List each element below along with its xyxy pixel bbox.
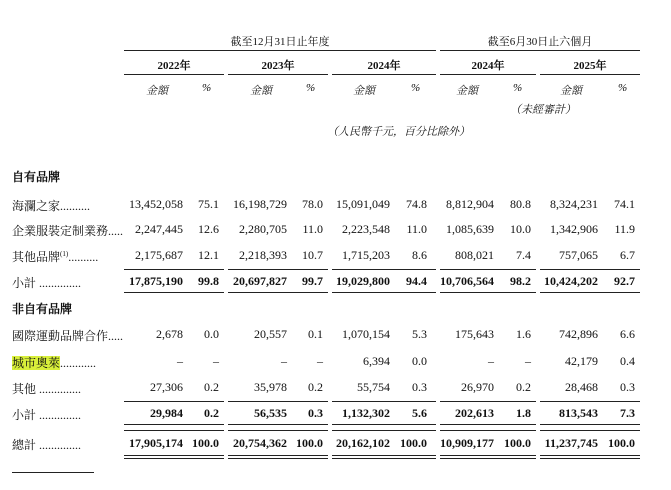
table-cell: 100.0 [296,436,323,450]
double-rule [228,455,328,459]
single-rule [228,424,328,425]
table-cell: 175,643 [455,327,494,341]
half-year-2024: 2024年 [471,60,505,72]
single-rule [228,292,328,293]
table-cell: 2,223,548 [342,222,390,236]
amount-col-header: 金額 [146,85,168,97]
single-rule [332,269,436,270]
table-cell: 80.8 [510,197,531,211]
single-rule [440,430,536,431]
table-cell: 13,452,058 [129,197,183,211]
single-rule [540,430,640,431]
year-2022: 2022年 [157,60,191,72]
row-label-corporate: 企業服裝定制業務..... [12,224,124,238]
table-cell: 0.1 [308,327,323,341]
year-rule [228,74,328,75]
table-cell: 2,247,445 [135,222,183,236]
single-rule [124,424,224,425]
percent-col-header: % [202,82,212,94]
table-cell: – [488,354,494,368]
table-cell: 6,394 [363,354,390,368]
single-rule [540,269,640,270]
table-cell: 92.7 [614,274,635,288]
half-year-header-rule [440,50,640,51]
single-rule [440,424,536,425]
year-rule [440,74,536,75]
table-cell: 757,065 [559,248,598,262]
annual-period-header: 截至12月31日止年度 [230,36,330,48]
double-rule [440,455,536,459]
table-cell: 98.2 [510,274,531,288]
table-cell: 1,070,154 [342,327,390,341]
single-rule [228,269,328,270]
amount-col-header: 金額 [456,85,478,97]
table-cell: 12.1 [198,248,219,262]
table-cell: 16,198,729 [233,197,287,211]
table-cell: 27,306 [150,380,183,394]
table-cell: 19,029,800 [336,274,390,288]
table-cell: 100.0 [608,436,635,450]
table-cell: 1,132,302 [342,406,390,420]
row-label-total: 總計 .............. [12,438,82,452]
table-cell: 2,280,705 [239,222,287,236]
single-rule [540,401,640,402]
table-cell: 100.0 [192,436,219,450]
single-rule [440,269,536,270]
double-rule [124,455,224,459]
table-cell: 20,754,362 [233,436,287,450]
table-cell: 11.0 [302,222,323,236]
table-cell: 1,085,639 [446,222,494,236]
single-rule [332,292,436,293]
table-cell: 35,978 [254,380,287,394]
table-cell: 17,905,174 [129,436,183,450]
table-cell: 20,557 [254,327,287,341]
table-cell: 15,091,049 [336,197,390,211]
table-cell: – [213,354,219,368]
table-cell: 17,875,190 [129,274,183,288]
single-rule [332,430,436,431]
amount-col-header: 金額 [560,85,582,97]
double-rule [540,455,640,459]
year-2024: 2024年 [367,60,401,72]
table-cell: 56,535 [254,406,287,420]
single-rule [124,430,224,431]
table-cell: 1.8 [516,406,531,420]
row-label-subtotal-non-own: 小計 .............. [12,408,82,422]
table-cell: 11.0 [406,222,427,236]
table-cell: 0.2 [204,380,219,394]
table-cell: 1,715,203 [342,248,390,262]
table-cell: 6.6 [620,327,635,341]
table-cell: 29,984 [150,406,183,420]
table-cell: 12.6 [198,222,219,236]
table-cell: 742,896 [559,327,598,341]
table-cell: 74.8 [406,197,427,211]
table-cell: 808,021 [455,248,494,262]
table-cell: 2,175,687 [135,248,183,262]
section-own-brands: 自有品牌 [12,170,61,184]
table-cell: 5.3 [412,327,427,341]
table-cell: 10,424,202 [544,274,598,288]
table-cell: 26,970 [461,380,494,394]
table-cell: 20,697,827 [233,274,287,288]
percent-col-header: % [513,82,523,94]
double-rule [332,455,436,459]
amount-col-header: 金額 [250,85,272,97]
table-cell: – [177,354,183,368]
table-cell: – [317,354,323,368]
single-rule [332,424,436,425]
table-cell: 2,678 [156,327,183,341]
table-cell: 8,324,231 [550,197,598,211]
table-cell: 0.3 [412,380,427,394]
table-cell: 8.6 [412,248,427,262]
single-rule [228,401,328,402]
table-cell: 99.8 [198,274,219,288]
unit-note: （人民幣千元，百分比除外） [327,126,470,138]
half-year-period-header: 截至6月30日止六個月 [487,36,593,48]
table-cell: 8,812,904 [446,197,494,211]
table-cell: 100.0 [504,436,531,450]
table-cell: 20,162,102 [336,436,390,450]
table-cell: 10.7 [302,248,323,262]
row-label-hla: 海瀾之家.......... [12,199,91,213]
table-cell: 7.4 [516,248,531,262]
table-cell: 42,179 [565,354,598,368]
table-cell: 813,543 [559,406,598,420]
table-cell: 100.0 [400,436,427,450]
annual-header-rule [124,50,436,51]
year-rule [332,74,436,75]
table-cell: 55,754 [357,380,390,394]
table-cell: 0.3 [620,380,635,394]
table-cell: 0.0 [412,354,427,368]
single-rule [124,269,224,270]
table-cell: 94.4 [406,274,427,288]
table-cell: 0.2 [308,380,323,394]
table-cell: 0.4 [620,354,635,368]
table-cell: 11,237,745 [544,436,598,450]
single-rule [540,292,640,293]
year-2023: 2023年 [261,60,295,72]
row-label-other-brands: 其他品牌$^{(1)}$.......... [12,250,99,264]
table-cell: 10,909,177 [440,436,494,450]
percent-col-header: % [618,82,628,94]
single-rule [124,401,224,402]
table-cell: 1.6 [516,327,531,341]
row-label-others: 其他 .............. [12,382,82,396]
table-cell: 75.1 [198,197,219,211]
table-cell: 78.0 [302,197,323,211]
table-cell: 0.2 [516,380,531,394]
table-cell: 0.2 [204,406,219,420]
single-rule [440,401,536,402]
table-cell: 11.9 [614,222,635,236]
single-rule [124,292,224,293]
table-cell: 2,218,393 [239,248,287,262]
percent-col-header: % [306,82,316,94]
table-cell: 0.0 [204,327,219,341]
percent-col-header: % [411,82,421,94]
single-rule [440,292,536,293]
table-cell: 202,613 [455,406,494,420]
row-label-city-outlets: 城市奧萊............ [12,356,97,370]
single-rule [228,430,328,431]
half-year-2025: 2025年 [573,60,607,72]
year-rule [540,74,640,75]
table-cell: 1,342,906 [550,222,598,236]
table-cell: 5.6 [412,406,427,420]
table-cell: 0.3 [308,406,323,420]
table-cell: – [281,354,287,368]
footnote-rule [12,472,94,473]
single-rule [540,424,640,425]
table-cell: 74.1 [614,197,635,211]
highlighted-text: 城市奧萊 [12,356,61,370]
table-cell: 6.7 [620,248,635,262]
table-cell: 7.3 [620,406,635,420]
table-cell: 99.7 [302,274,323,288]
table-cell: 28,468 [565,380,598,394]
amount-col-header: 金額 [353,85,375,97]
table-cell: – [525,354,531,368]
year-rule [124,74,224,75]
row-label-intl-sports: 國際運動品牌合作..... [12,329,124,343]
table-cell: 10,706,564 [440,274,494,288]
single-rule [332,401,436,402]
row-label-subtotal-own: 小計 .............. [12,276,82,290]
unaudited-note: （未經審計） [510,104,576,116]
section-non-own-brands: 非自有品牌 [12,302,73,316]
table-cell: 10.0 [510,222,531,236]
